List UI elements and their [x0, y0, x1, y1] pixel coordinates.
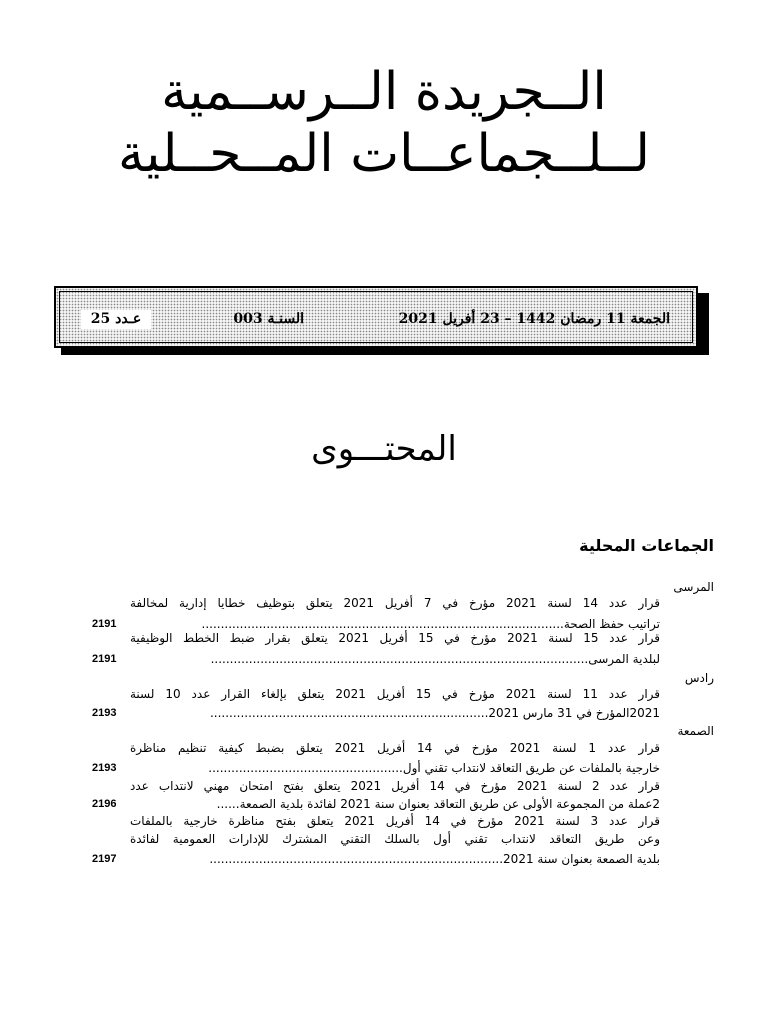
gazette-title-line-1: الــجريدة الــرســمية	[161, 62, 607, 122]
page-number: 2191	[92, 653, 117, 665]
contents-heading: المحتـــوى	[311, 429, 457, 469]
page-number: 2193	[92, 762, 117, 774]
leader-dots: ...................................................	[208, 761, 403, 775]
entry-text-line: قرار عدد 15 لسنة 2021 مؤرخ في 15 أفريل 2021 يتعلق بقرار ضبط الخطط الوظيفية	[130, 631, 660, 645]
leader-dots: ...............................................................................................	[201, 617, 564, 631]
municipality-heading: المرسى	[673, 580, 714, 594]
entry-text-line: قرار عدد 3 لسنة 2021 مؤرخ في 14 أفريل 2021 يتعلق بفتح مناظرة خارجية بالملفات	[130, 814, 660, 828]
entry-text: 2021المؤرخ في 31 مارس 2021	[488, 706, 660, 720]
page-number: 2196	[92, 798, 117, 810]
municipality-heading: رادس	[684, 671, 714, 685]
municipality-heading: الصمعة	[677, 724, 714, 738]
page-number: 2197	[92, 853, 117, 865]
issue-date: الجمعة 11 رمضان 1442 – 23 أفريل 2021	[398, 311, 670, 327]
page-number: 2193	[92, 707, 117, 719]
entry-text: خارجية بالملفات عن طريق التعاقد لانتداب تقني أول	[402, 761, 660, 775]
entry-text: بلدية الصمعة بعنوان سنة 2021	[503, 852, 660, 866]
entry-text-line	[130, 703, 660, 724]
entry-text-line: قرار عدد 1 لسنة 2021 مؤرخ في 14 أفريل 2021 يتعلق بضبط كيفية تنظيم مناظرة	[130, 741, 660, 755]
entry-text-line	[130, 849, 660, 870]
gazette-title-line-2: لــلــجماعــات المــحــلية	[118, 124, 650, 184]
page-number: 2191	[92, 618, 117, 630]
entry-text: 2عملة من المجموعة الأولى عن طريق التعاقد بعنوان سنة 2021 لفائدة بلدية الصمعة	[239, 797, 660, 811]
leader-dots: .............................................................................	[209, 852, 504, 866]
issue-number: عـدد 25	[81, 310, 151, 329]
leader-dots: .........................................................................	[209, 706, 489, 720]
entry-text-line: وعن طريق التعاقد لانتداب تقني أول بالسلك التقني المشترك للإدارات العمومية لفائدة	[130, 832, 660, 846]
section-heading: الجماعات المحلية	[579, 536, 714, 555]
leader-dots: ...................................................................................................	[210, 652, 589, 666]
entry-text-line	[130, 649, 660, 670]
entry-text-line: قرار عدد 11 لسنة 2021 مؤرخ في 15 أفريل 2021 يتعلق بإلغاء القرار عدد 10 لسنة	[130, 687, 660, 701]
entry-text-line: قرار عدد 14 لسنة 2021 مؤرخ في 7 أفريل 2021 يتعلق بتوظيف خطايا إدارية لمخالفة	[130, 596, 660, 610]
entry-text: لبلدية المرسى	[588, 652, 660, 666]
entry-text: تراتيب حفظ الصحة	[563, 617, 660, 631]
leader-dots: ......	[216, 797, 240, 811]
entry-text-line: قرار عدد 2 لسنة 2021 مؤرخ في 14 أفريل 2021 يتعلق بفتح امتحان مهني لانتداب عدد	[130, 779, 660, 793]
issue-year: السنـة 003	[233, 311, 304, 327]
issue-info-banner	[54, 286, 698, 348]
